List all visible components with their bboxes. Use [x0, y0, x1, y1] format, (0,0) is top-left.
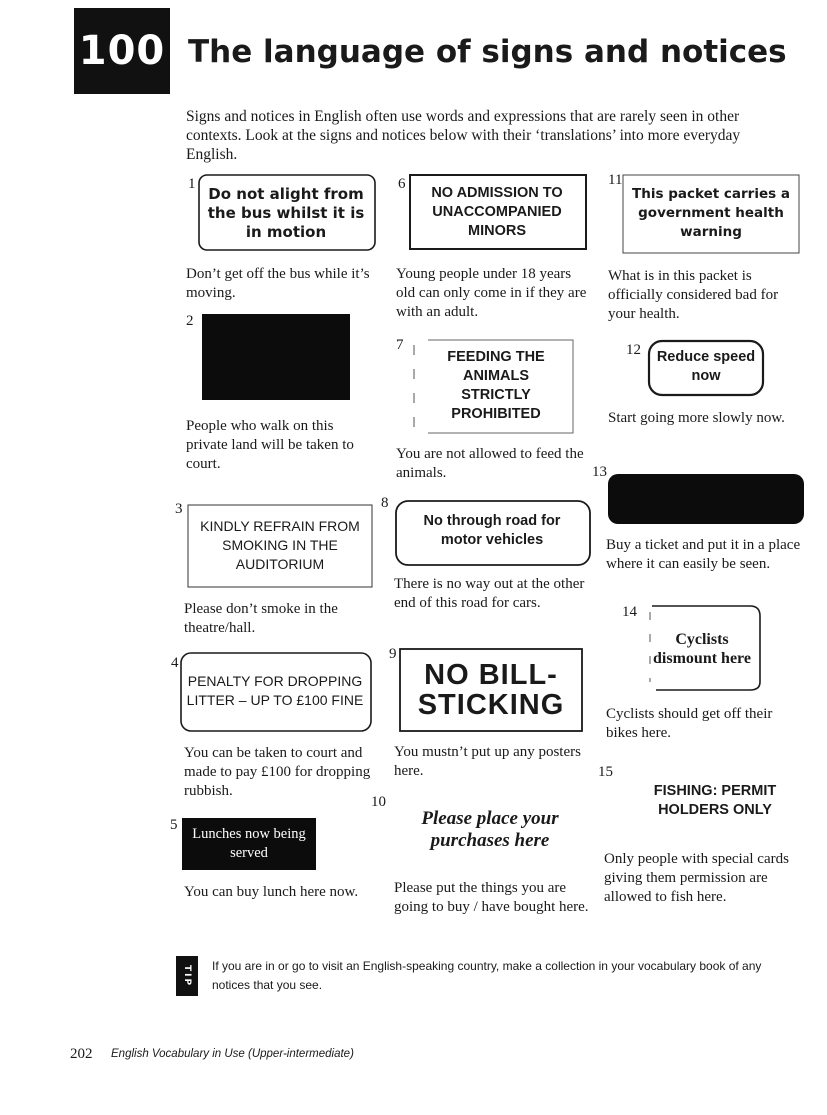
- notice-sign-4: PENALTY FOR DROPPING LITTER – UP TO £100 FINE: [186, 673, 364, 708]
- notice-translation-12: Start going more slowly now.: [608, 410, 785, 426]
- unit-number-badge: 100: [74, 8, 170, 94]
- notice-number-10: 10: [371, 794, 386, 810]
- notice-sign-5: Lunches now being served: [192, 826, 306, 861]
- page-title: The language of signs and notices: [188, 34, 787, 70]
- notice-translation-6: Young people under 18 years old can only come in if they are with an adult.: [396, 266, 587, 320]
- notice-number-7: 7: [396, 337, 404, 353]
- notice-number-14: 14: [622, 604, 637, 620]
- tip-label: TIP: [182, 964, 192, 988]
- notice-translation-13: Buy a ticket and put it in a place where it can easily be seen.: [606, 537, 801, 572]
- notice-number-1: 1: [188, 176, 196, 192]
- notice-translation-10: Please put the things you are going to buy / have bought here.: [394, 880, 589, 915]
- tip-icon: [176, 956, 198, 996]
- notice-sign-7: FEEDING THE ANIMALS STRICTLY PROHIBITED: [447, 349, 545, 422]
- notice-sign-13-black: [608, 474, 806, 526]
- notice-translation-1: Don’t get off the bus while it’s moving.: [186, 266, 370, 301]
- notice-sign-8: No through road for motor vehicles: [423, 513, 561, 548]
- notice-sign-12: Reduce speed now: [656, 349, 756, 384]
- notice-sign-1: Do not alight from the bus whilst it is in motion: [207, 184, 365, 241]
- notice-number-6: 6: [398, 176, 406, 192]
- notice-translation-11: What is in this packet is officially considered bad for your health.: [608, 268, 779, 322]
- notice-number-2: 2: [186, 313, 194, 329]
- notice-sign-10: Please place your purchases here: [421, 808, 559, 851]
- notice-number-8: 8: [381, 495, 389, 511]
- notice-translation-4: You can be taken to court and made to pay £100 for dropping rubbish.: [184, 745, 371, 799]
- notice-sign-15: FISHING: PERMIT HOLDERS ONLY: [653, 783, 777, 818]
- notice-sign-3: KINDLY REFRAIN FROM SMOKING IN THE AUDITORIUM: [200, 517, 360, 572]
- tip-text: If you are in or go to visit an English-speaking country, make a collection in your vocabulary book of any notices that you see.: [212, 959, 762, 992]
- notice-translation-7: You are not allowed to feed the animals.: [396, 446, 584, 481]
- notice-sign-9: NO BILL-STICKING: [417, 659, 565, 721]
- notice-number-12: 12: [626, 342, 641, 358]
- notice-number-4: 4: [171, 655, 179, 671]
- notice-translation-15: Only people with special cards giving them permission are allowed to fish here.: [604, 851, 789, 905]
- notice-sign-2-black: [202, 314, 350, 400]
- notice-sign-6: NO ADMISSION TO UNACCOMPANIED MINORS: [431, 184, 563, 239]
- notice-translation-8: There is no way out at the other end of this road for cars.: [394, 576, 585, 611]
- book-title: English Vocabulary in Use (Upper-intermediate): [111, 1048, 354, 1060]
- notice-translation-5: You can buy lunch here now.: [184, 884, 359, 900]
- page-number: 202: [70, 1046, 93, 1062]
- notice-translation-3: Please don’t smoke in the theatre/hall.: [184, 601, 338, 636]
- intro-paragraph: Signs and notices in English often use words and expressions that are rarely seen in other contexts. Look at the signs and notices below with their ‘translations’ into more everyday English.: [186, 108, 741, 163]
- notice-number-11: 11: [608, 172, 623, 188]
- notice-number-15: 15: [598, 764, 613, 780]
- notice-translation-9: You mustn’t put up any posters here.: [394, 744, 581, 779]
- notice-sign-14: Cyclists dismount here: [653, 631, 751, 667]
- notice-translation-2: People who walk on this private land will be taken to court.: [186, 418, 354, 472]
- notice-translation-14: Cyclists should get off their bikes here.: [606, 706, 773, 741]
- notice-number-9: 9: [389, 646, 397, 662]
- notice-number-13: 13: [592, 464, 607, 480]
- notice-number-3: 3: [175, 501, 183, 517]
- notice-number-5: 5: [170, 817, 178, 833]
- notice-sign-11: This packet carries a government health warning: [632, 185, 790, 240]
